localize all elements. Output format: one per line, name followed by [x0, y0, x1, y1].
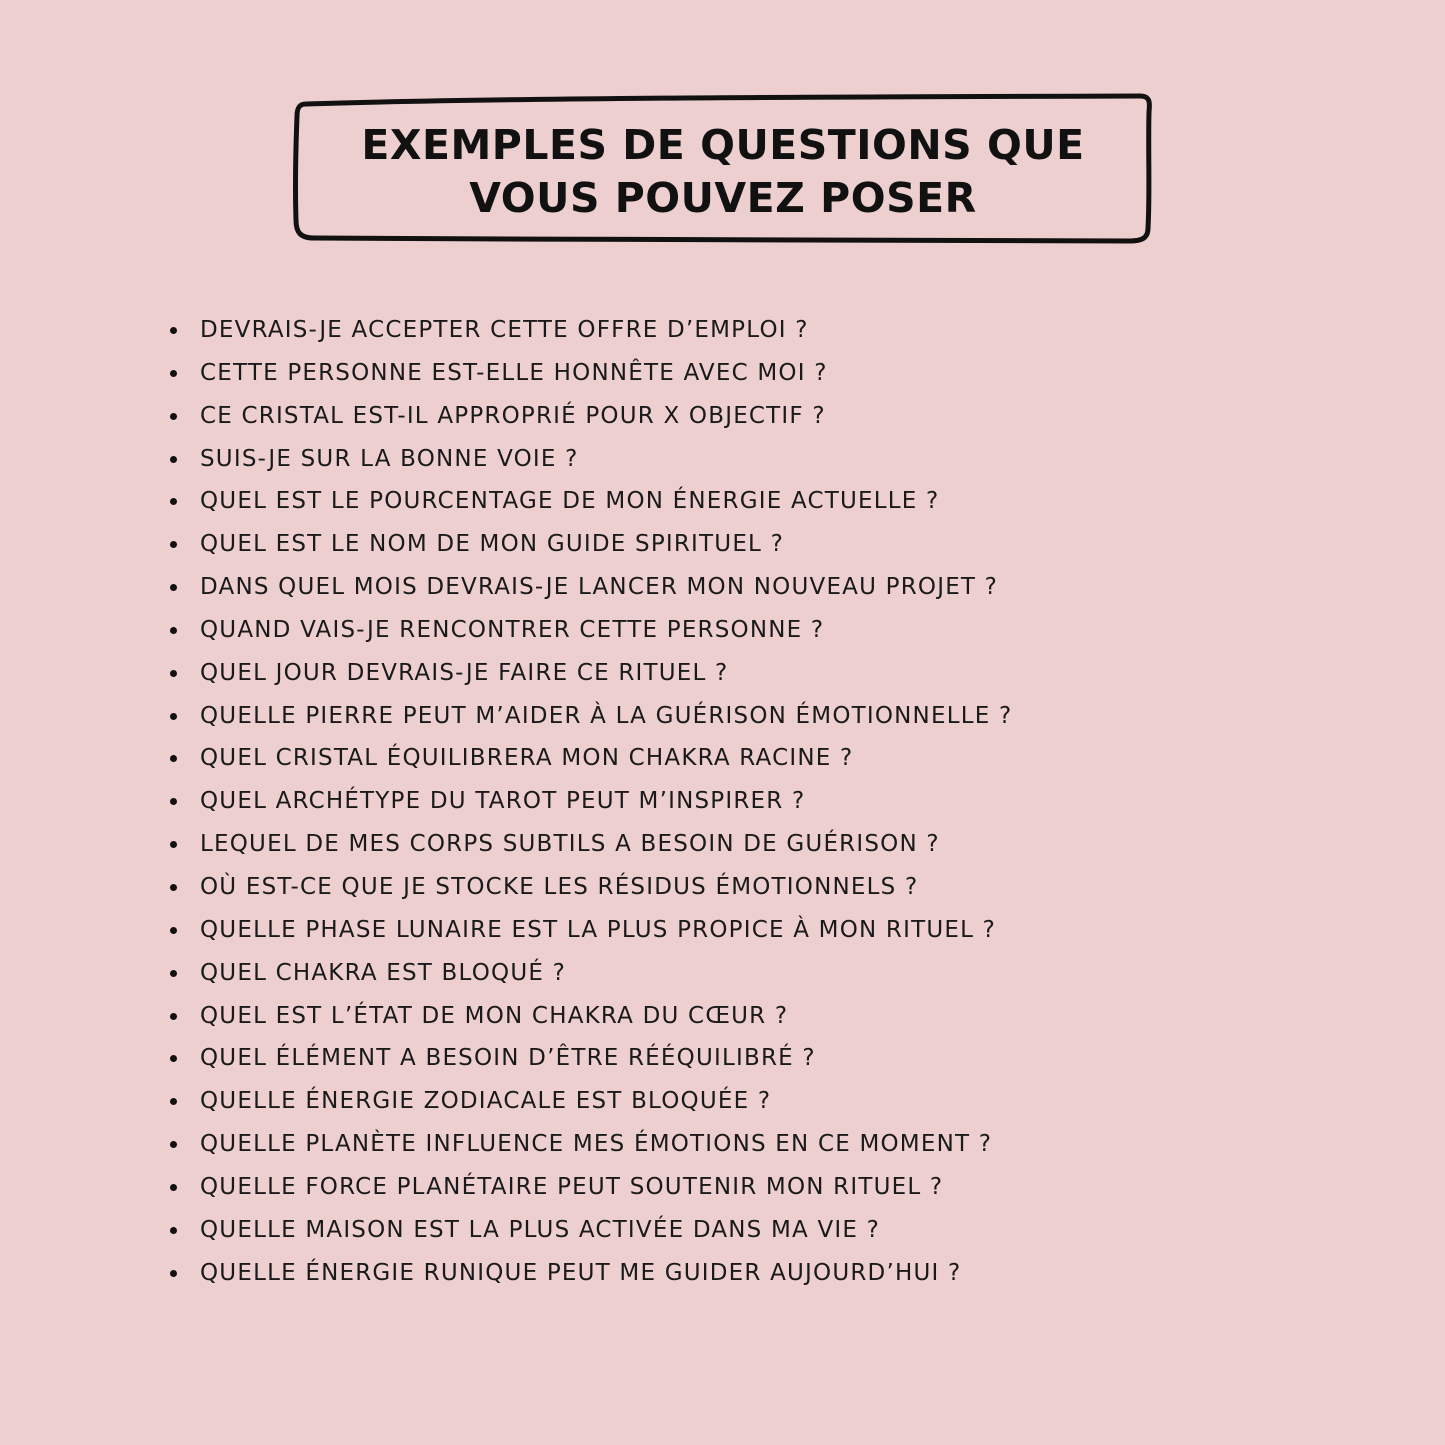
question-text: CE CRISTAL EST-IL APPROPRIÉ POUR X OBJECTIF ? — [200, 402, 826, 429]
bullet-dot-icon — [170, 1227, 177, 1234]
question-text: QUAND VAIS-JE RENCONTRER CETTE PERSONNE ? — [200, 616, 825, 643]
question-text: QUEL EST LE NOM DE MON GUIDE SPIRITUEL ? — [200, 531, 784, 558]
list-item — [166, 780, 1326, 823]
list-item — [166, 1037, 1326, 1080]
list-item — [166, 480, 1326, 523]
list-item — [166, 952, 1326, 995]
bullet-dot-icon — [170, 1055, 177, 1062]
list-item — [166, 1166, 1326, 1209]
question-text: QUEL EST L’ÉTAT DE MON CHAKRA DU CŒUR ? — [200, 1002, 789, 1029]
bullet-dot-icon — [170, 541, 177, 548]
question-text: QUEL CRISTAL ÉQUILIBRERA MON CHAKRA RACINE ? — [200, 745, 854, 772]
list-item — [166, 352, 1326, 395]
question-text: QUEL CHAKRA EST BLOQUÉ ? — [200, 959, 567, 986]
question-text: QUEL EST LE POURCENTAGE DE MON ÉNERGIE ACTUELLE ? — [200, 488, 940, 515]
bullet-dot-icon — [170, 798, 177, 805]
bullet-dot-icon — [170, 884, 177, 891]
bullet-dot-icon — [170, 1098, 177, 1105]
bullet-dot-icon — [170, 1184, 177, 1191]
bullet-dot-icon — [170, 370, 177, 377]
bullet-dot-icon — [170, 627, 177, 634]
question-text: QUEL JOUR DEVRAIS-JE FAIRE CE RITUEL ? — [200, 659, 729, 686]
bullet-dot-icon — [170, 584, 177, 591]
list-item — [166, 309, 1326, 352]
list-item — [166, 823, 1326, 866]
bullet-dot-icon — [170, 713, 177, 720]
question-text: QUEL ÉLÉMENT A BESOIN D’ÊTRE RÉÉQUILIBRÉ ? — [200, 1045, 816, 1072]
question-text: QUELLE PIERRE PEUT M’AIDER À LA GUÉRISON ÉMOTIONNELLE ? — [200, 702, 1013, 729]
question-text: QUELLE ÉNERGIE ZODIACALE EST BLOQUÉE ? — [200, 1088, 772, 1115]
question-text: QUELLE MAISON EST LA PLUS ACTIVÉE DANS MA VIE ? — [200, 1216, 881, 1243]
question-text: QUEL ARCHÉTYPE DU TAROT PEUT M’INSPIRER ? — [200, 788, 806, 815]
question-text: OÙ EST-CE QUE JE STOCKE LES RÉSIDUS ÉMOTIONNELS ? — [200, 873, 919, 900]
question-text: CETTE PERSONNE EST-ELLE HONNÊTE AVEC MOI ? — [200, 359, 828, 386]
bullet-dot-icon — [170, 1141, 177, 1148]
title-line-1: EXEMPLES DE QUESTIONS QUE — [361, 121, 1085, 169]
bullet-dot-icon — [170, 327, 177, 334]
list-item — [166, 1209, 1326, 1252]
question-text: DEVRAIS-JE ACCEPTER CETTE OFFRE D’EMPLOI ? — [200, 317, 809, 343]
question-text: QUELLE FORCE PLANÉTAIRE PEUT SOUTENIR MON RITUEL ? — [200, 1173, 944, 1200]
page-title — [292, 119, 1154, 225]
list-item — [166, 695, 1326, 738]
bullet-dot-icon — [170, 670, 177, 677]
list-item — [166, 438, 1326, 481]
list-item — [166, 1080, 1326, 1123]
question-text: QUELLE PLANÈTE INFLUENCE MES ÉMOTIONS EN CE MOMENT ? — [200, 1131, 993, 1158]
bullet-dot-icon — [170, 927, 177, 934]
list-item — [166, 1123, 1326, 1166]
bullet-dot-icon — [170, 1013, 177, 1020]
bullet-dot-icon — [170, 755, 177, 762]
bullet-dot-icon — [170, 456, 177, 463]
question-list — [166, 309, 1326, 1294]
bullet-dot-icon — [170, 498, 177, 505]
question-text: QUELLE ÉNERGIE RUNIQUE PEUT ME GUIDER AUJOURD’HUI ? — [200, 1259, 962, 1286]
bullet-dot-icon — [170, 1270, 177, 1277]
question-text: SUIS-JE SUR LA BONNE VOIE ? — [200, 445, 579, 472]
title-frame — [292, 92, 1154, 246]
list-item — [166, 866, 1326, 909]
list-item — [166, 395, 1326, 438]
question-text: LEQUEL DE MES CORPS SUBTILS A BESOIN DE GUÉRISON ? — [200, 831, 940, 858]
question-text: QUELLE PHASE LUNAIRE EST LA PLUS PROPICE À MON RITUEL ? — [200, 916, 997, 943]
list-item — [166, 737, 1326, 780]
list-item — [166, 1252, 1326, 1295]
list-item — [166, 995, 1326, 1038]
bullet-dot-icon — [170, 413, 177, 420]
list-item — [166, 909, 1326, 952]
bullet-dot-icon — [170, 970, 177, 977]
list-item — [166, 523, 1326, 566]
list-item — [166, 566, 1326, 609]
list-item — [166, 652, 1326, 695]
list-item — [166, 609, 1326, 652]
bullet-dot-icon — [170, 841, 177, 848]
title-line-2: VOUS POUVEZ POSER — [469, 174, 977, 222]
question-text: DANS QUEL MOIS DEVRAIS-JE LANCER MON NOUVEAU PROJET ? — [200, 574, 999, 601]
